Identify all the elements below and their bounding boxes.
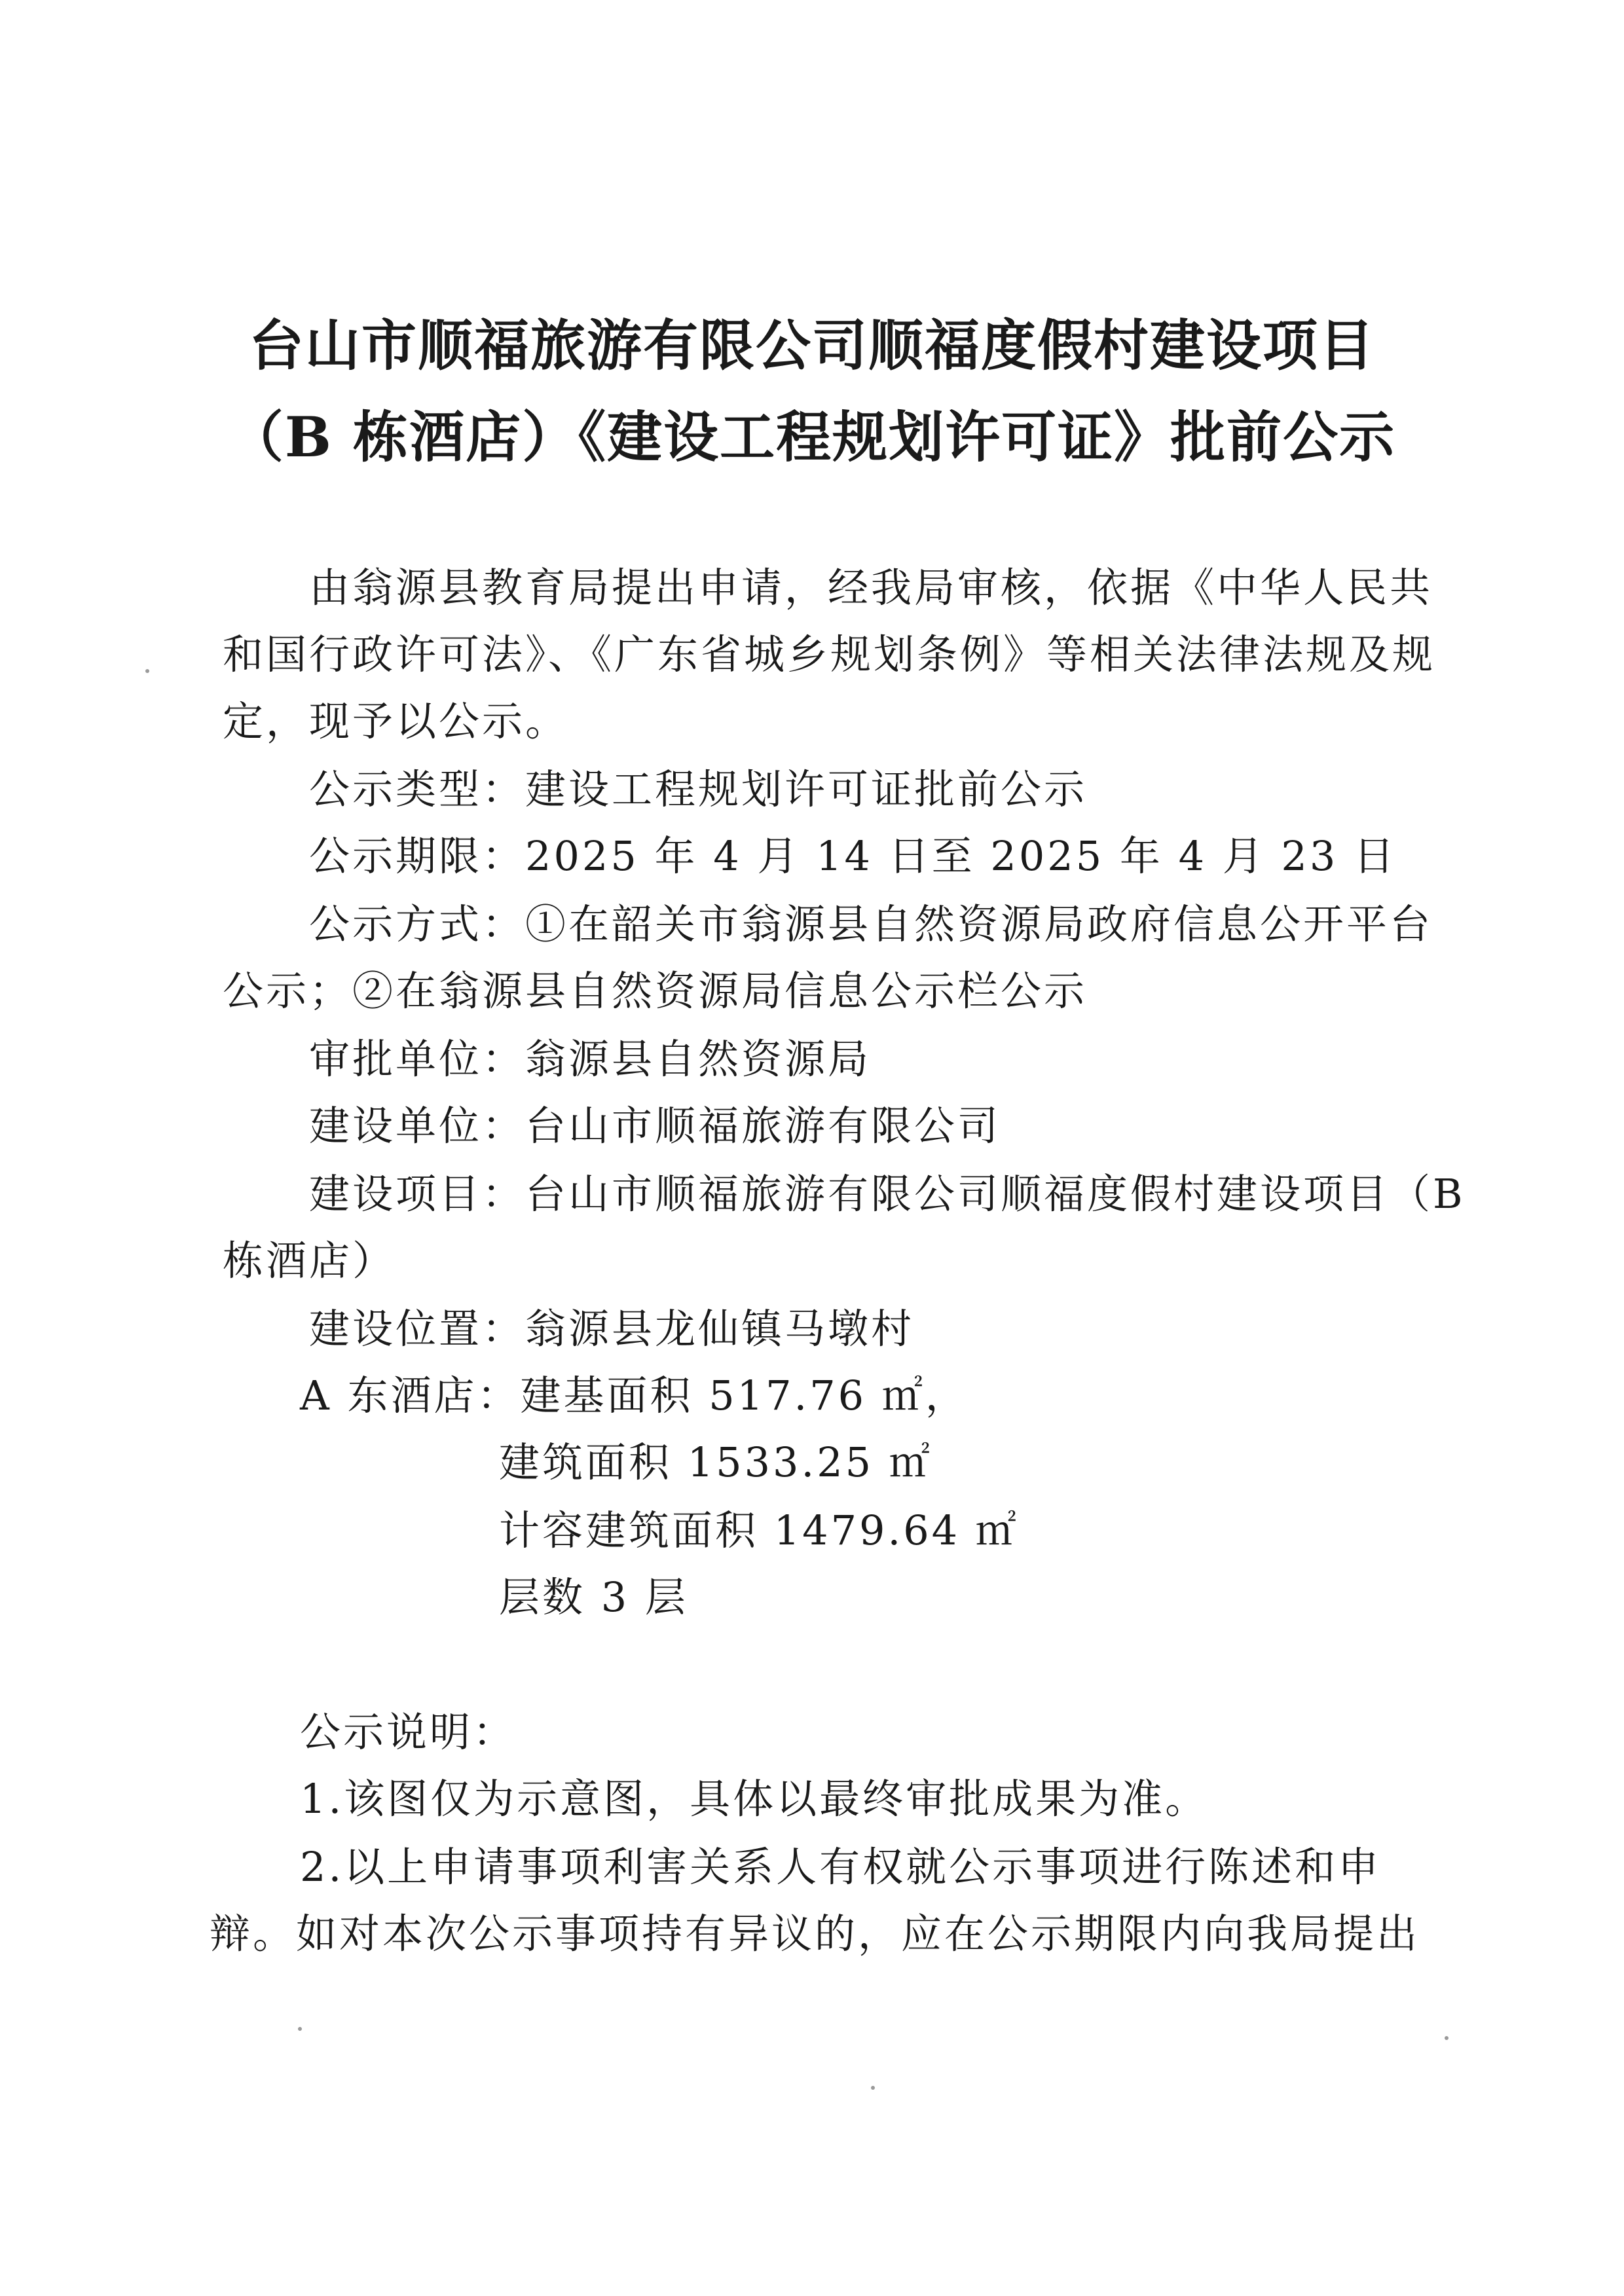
intro-line-1: 由翁源县教育局提出申请，经我局审核，依据《中华人民共 <box>309 564 1433 611</box>
notes-item-2-line-2: 辩。如对本次公示事项持有异议的，应在公示期限内向我局提出 <box>210 1910 1420 1958</box>
scan-speck <box>145 669 149 673</box>
notes-heading: 公示说明： <box>300 1708 517 1756</box>
scan-speck <box>871 2086 875 2090</box>
field-period: 公示期限：2025 年 4 月 14 日至 2025 年 4 月 23 日 <box>309 832 1397 880</box>
building-line-4: 层数 3 层 <box>499 1573 688 1621</box>
field-approver: 审批单位：翁源县自然资源局 <box>309 1035 872 1083</box>
scan-speck <box>1445 2036 1449 2040</box>
notes-item-2-line-1: 2.以上申请事项利害关系人有权就公示事项进行陈述和申 <box>300 1843 1382 1891</box>
field-type: 公示类型：建设工程规划许可证批前公示 <box>309 765 1088 813</box>
scan-speck <box>298 2027 302 2031</box>
field-location: 建设位置：翁源县龙仙镇马墩村 <box>309 1305 915 1353</box>
field-project-line-1: 建设项目：台山市顺福旅游有限公司顺福度假村建设项目（B <box>309 1170 1466 1218</box>
document-title-line-2: （B 栋酒店）《建设工程规划许可证》批前公示 <box>228 405 1396 469</box>
field-project-line-2: 栋酒店） <box>223 1237 396 1285</box>
notes-item-1: 1.该图仅为示意图，具体以最终审批成果为准。 <box>300 1775 1209 1823</box>
intro-line-3: 定，现予以公示。 <box>223 697 569 745</box>
building-line-2: 建筑面积 1533.25 ㎡ <box>499 1438 932 1486</box>
document-title-line-1: 台山市顺福旅游有限公司顺福度假村建设项目 <box>248 313 1375 378</box>
building-line-3: 计容建筑面积 1479.64 ㎡ <box>499 1506 1019 1554</box>
field-method-line-2: 公示；②在翁源县自然资源局信息公示栏公示 <box>223 967 1088 1015</box>
field-method-line-1: 公示方式：①在韶关市翁源县自然资源局政府信息公开平台 <box>309 900 1433 948</box>
intro-line-2: 和国行政许可法》、《广东省城乡规划条例》等相关法律法规及规 <box>223 630 1436 678</box>
building-line-1: A 东酒店：建基面积 517.76 ㎡， <box>300 1372 969 1419</box>
field-builder: 建设单位：台山市顺福旅游有限公司 <box>309 1102 1001 1150</box>
